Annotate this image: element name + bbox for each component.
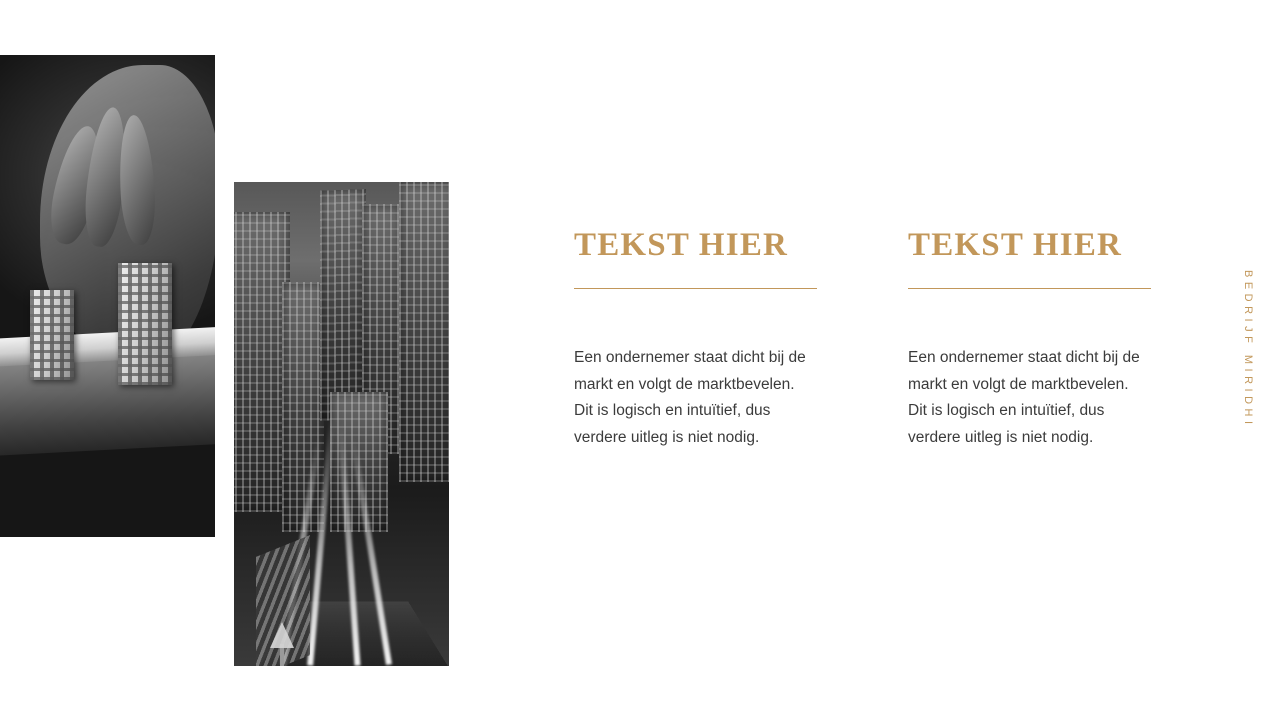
building-windows [320,189,366,421]
building-windows [118,263,172,385]
skyscraper-shape [320,189,366,421]
column-1-heading: TEKST HIER [574,227,789,263]
image-hand-with-buildings [0,55,215,537]
column-1-divider [574,288,817,290]
miniature-building-shape [30,290,74,380]
building-windows [282,282,324,532]
building-windows [399,182,449,482]
skyscraper-shape [399,182,449,482]
column-2-divider [908,288,1151,290]
building-windows [30,290,74,380]
column-1-body: Een ondernemer staat dicht bij de markt en volgt de marktbevelen. Dit is logisch en intuïtief, dus verdere uitleg is niet nodig. [574,349,806,447]
column-2-heading: TEKST HIER [908,227,1123,263]
column-2-body: Een ondernemer staat dicht bij de markt en volgt de marktbevelen. Dit is logisch en intuïtief, dus verdere uitleg is niet nodig. [908,349,1140,447]
miniature-building-shape [118,263,172,385]
brand-side-label: BEDRIJF MIRIDHI [1242,270,1254,429]
image-night-city [234,182,449,666]
text-column-1 [574,226,817,452]
text-column-2 [908,226,1151,452]
skyscraper-shape [282,282,324,532]
